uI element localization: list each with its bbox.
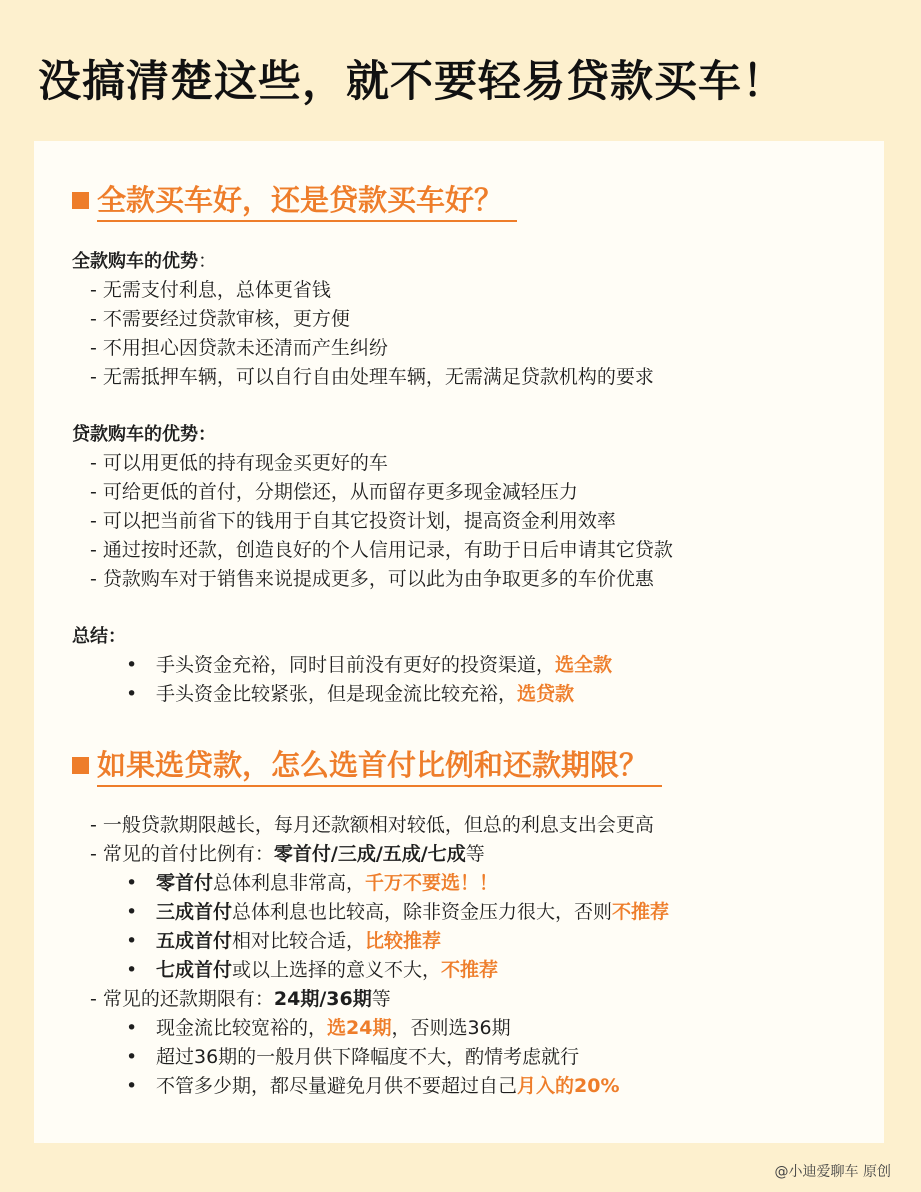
sub-item: • 零首付总体利息非常高，千万不要选！！ bbox=[126, 872, 499, 894]
list-item: - 不需要经过贷款审核，更方便 bbox=[90, 308, 350, 330]
list-item: - 贷款购车对于销售来说提成更多，可以此为由争取更多的车价优惠 bbox=[90, 568, 654, 590]
sub-item: • 五成首付相对比较合适，比较推荐 bbox=[126, 930, 442, 952]
loan-heading: 贷款购车的优势： bbox=[72, 424, 216, 445]
section1-body bbox=[72, 247, 842, 709]
sub-item: • 现金流比较宽裕的，选24期，否则选36期 bbox=[126, 1017, 511, 1039]
sub-item: • 超过36期的一般月供下降幅度不大，酌情考虑就行 bbox=[126, 1046, 580, 1068]
list-item: - 无需支付利息，总体更省钱 bbox=[90, 279, 331, 301]
full-pay-heading: 全款购车的优势： bbox=[72, 250, 218, 272]
list-item: - 无需抵押车辆，可以自行自由处理车辆，无需满足贷款机构的要求 bbox=[90, 366, 654, 388]
list-item: - 可以用更低的持有现金买更好的车 bbox=[90, 452, 388, 474]
section1-heading-text: 全款买车好，还是贷款买车好？ bbox=[97, 178, 517, 222]
author-credit: @小迪爱聊车 原创 bbox=[774, 1164, 891, 1180]
list-item: - 不用担心因贷款未还清而产生纠纷 bbox=[90, 337, 388, 359]
list-item: - 可以把当前省下的钱用于自其它投资计划，提高资金利用效率 bbox=[90, 510, 616, 532]
list-item: - 常见的还款期限有：24期/36期等 bbox=[90, 988, 391, 1010]
list-item: - 一般贷款期限越长，每月还款额相对较低，但总的利息支出会更高 bbox=[90, 814, 654, 836]
summary-item: • 手头资金充裕，同时目前没有更好的投资渠道，选全款 bbox=[126, 654, 613, 676]
sub-item: • 三成首付总体利息也比较高，除非资金压力很大，否则不推荐 bbox=[126, 901, 670, 923]
summary-item: • 手头资金比较紧张，但是现金流比较充裕，选贷款 bbox=[126, 683, 575, 705]
square-bullet-icon bbox=[72, 192, 89, 209]
section2-heading-text: 如果选贷款，怎么选首付比例和还款期限？ bbox=[97, 743, 662, 787]
list-item: - 通过按时还款，创造良好的个人信用记录，有助于日后申请其它贷款 bbox=[90, 539, 673, 561]
list-item: - 常见的首付比例有：零首付/三成/五成/七成等 bbox=[90, 843, 485, 865]
section2-body bbox=[72, 811, 842, 1101]
sub-item: • 七成首付或以上选择的意义不大，不推荐 bbox=[126, 959, 499, 981]
section1-heading bbox=[72, 178, 517, 222]
page-title: 没搞清楚这些，就不要轻易贷款买车！ bbox=[38, 57, 786, 107]
list-item: - 可给更低的首付，分期偿还，从而留存更多现金减轻压力 bbox=[90, 481, 578, 503]
square-bullet-icon bbox=[72, 757, 89, 774]
summary-heading: 总结： bbox=[72, 626, 126, 647]
section2-heading bbox=[72, 743, 662, 787]
sub-item: • 不管多少期，都尽量避免月供不要超过自己月入的20% bbox=[126, 1075, 620, 1097]
